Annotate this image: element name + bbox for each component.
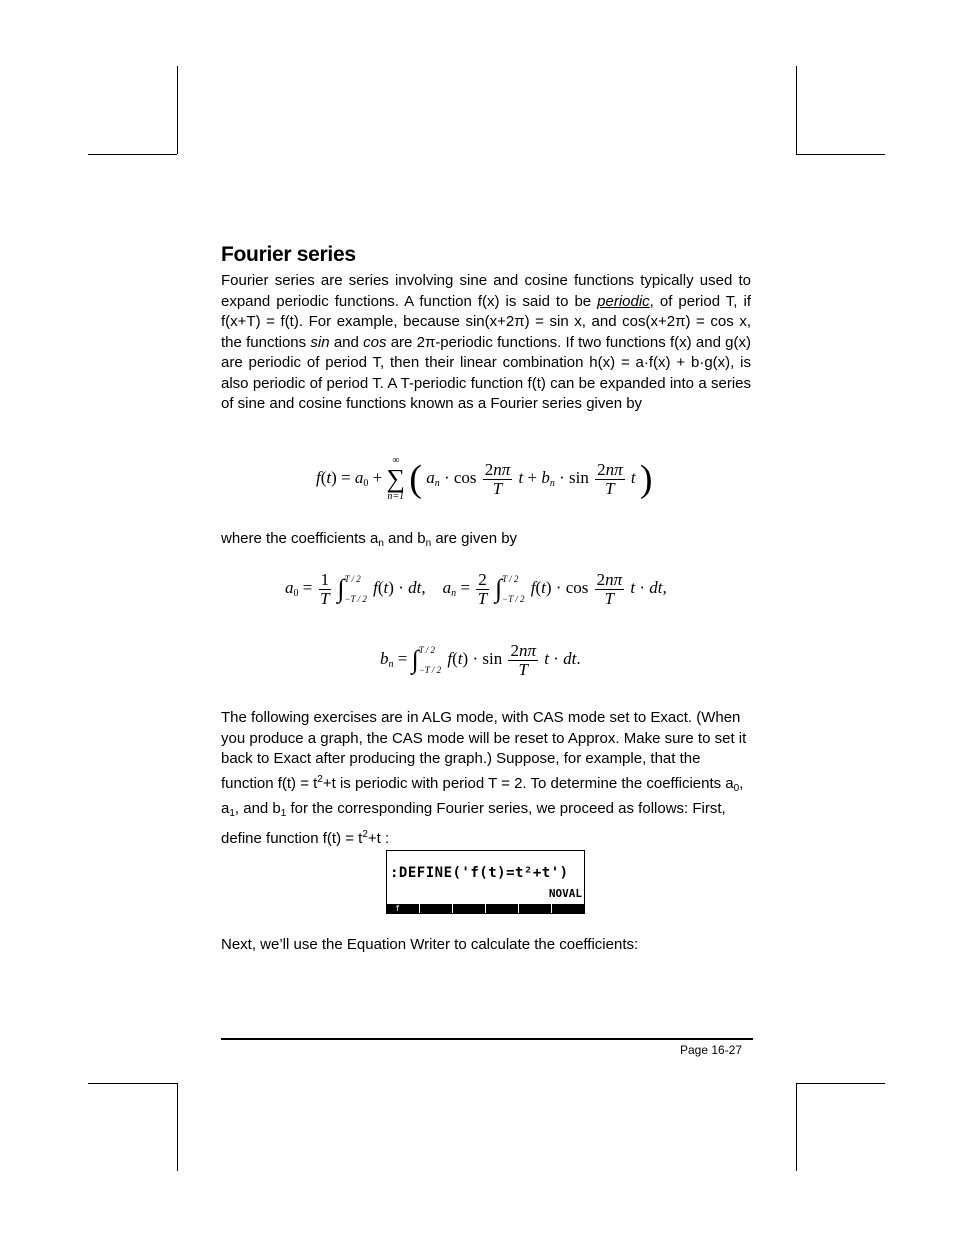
coefficients-intro: where the coefficients $a_n$ and $b_n$ are given by — [221, 530, 518, 549]
calculator-screen — [386, 850, 585, 914]
crop-mark — [796, 1083, 885, 1084]
define-command: :DEFINE('f(t)=t²+t') — [390, 865, 569, 881]
menu-key — [552, 904, 584, 913]
soft-menu-bar — [387, 904, 584, 913]
crop-mark — [88, 154, 177, 155]
exercise-paragraph: The following exercises are in ALG mode, with CAS mode set to Exact. (When you produce a graph, the CAS mode will be reset to Approx. Make sure to set it back to Exact after producing the graph.) Suppose, for example, that the function $f(t) = t^2+t$ is periodic with period T = 2. To determine the coefficients $a_0$, $a_1$, and $b_1$ for the corresponding Fourier series, we proceed as follows: First, define function $f(t) = t^2+t$ : — [221, 709, 747, 847]
menu-key — [453, 904, 486, 913]
crop-mark — [796, 66, 797, 154]
footer-rule — [221, 1038, 753, 1040]
bn-formula: $b_n$ = ∫ T / 2 −T / 2 f(t) · sin $\frac{2n\pi}{T}$ t · dt. — [380, 640, 581, 679]
periodic-term: periodic — [597, 292, 650, 310]
intro-paragraph: Fourier series are series involving sine and cosine functions typically used to expand periodic functions. A function f(x) is said to be periodic, of period T, if f(x+T) = f(t). For example, because sin(x+2π) = sin x, and cos(x+2π) = cos x, the functions sin and cos are 2π-periodic functions. If two functions f(x) and g(x) are periodic of period T, then their linear combination h(x) = a·f(x) + b·g(x), is also periodic of period T. A T-periodic function f(t) can be expanded into a series of sine and cosine functions known as a Fourier series given by — [221, 272, 751, 412]
crop-mark — [177, 1083, 178, 1171]
menu-key — [519, 904, 552, 913]
crop-mark — [796, 154, 885, 155]
menu-key — [420, 904, 453, 913]
crop-mark — [177, 66, 178, 154]
next-step-paragraph: Next, we’ll use the Equation Writer to calculate the coefficients: — [221, 936, 639, 953]
menu-key — [486, 904, 519, 913]
a0-an-formula: $a_0$ = $\frac{1}{T}$ ∫ T / 2 −T / 2 f(t) · dt, $a_n$ = $\frac{2}{T}$ ∫ T / 2 −T / 2 f(t) · cos $\frac{2n\pi}{T}$ t · dt, — [285, 569, 667, 608]
crop-mark — [88, 1083, 177, 1084]
menu-key: f — [387, 904, 420, 913]
noval-result: NOVAL — [548, 887, 582, 900]
fourier-series-formula: $f(t) = a_0$ + ∞ ∑ n=1 ( $a_n \cdot \cos$ $\frac{2n\pi}{T}$ $t + b_n \cdot \sin$ $\frac{2n\pi}{T}$ t ) — [316, 455, 653, 502]
page-number: Page 16-27 — [680, 1043, 743, 1057]
crop-mark — [796, 1083, 797, 1171]
section-heading: Fourier series — [221, 243, 356, 266]
